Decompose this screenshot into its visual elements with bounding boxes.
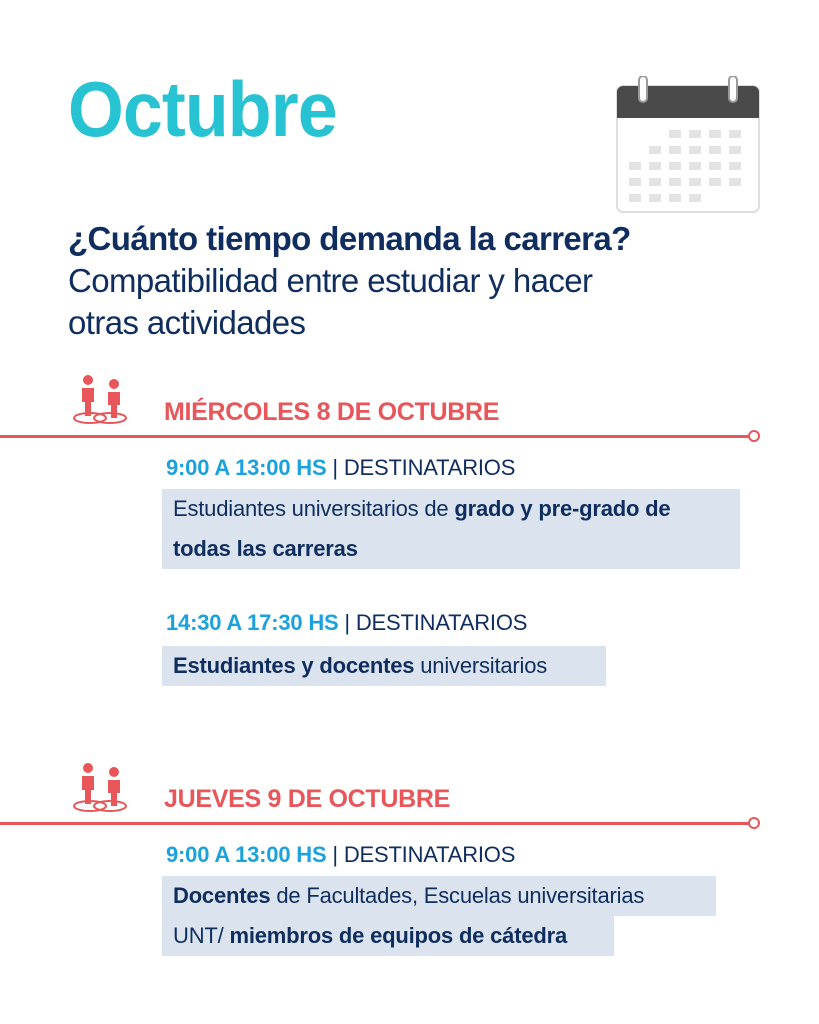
day-divider-dot <box>748 817 760 829</box>
day-divider-dot <box>748 430 760 442</box>
audience-bold: miembros de equipos de cátedra <box>229 923 567 948</box>
audience-line <box>173 489 729 529</box>
separator: | <box>326 842 344 867</box>
session-label: DESTINATARIOS <box>355 610 528 635</box>
calendar-icon <box>615 76 761 216</box>
session-time-row <box>166 455 515 481</box>
session-time-row <box>166 610 527 636</box>
people-icon <box>68 372 132 428</box>
people-icon <box>68 760 132 816</box>
separator: | <box>338 610 356 635</box>
session-label: DESTINATARIOS <box>343 455 516 480</box>
audience-line <box>173 916 603 956</box>
audience-text: universitarios <box>414 653 548 678</box>
headline <box>68 218 668 344</box>
day-divider <box>0 435 752 438</box>
month-title: Octubre <box>68 65 337 153</box>
session-time: 14:30 A 17:30 HS <box>166 610 339 635</box>
audience-box <box>162 489 740 569</box>
audience-bold: grado y pre-grado de <box>454 496 671 521</box>
separator: | <box>326 455 344 480</box>
audience-line <box>173 529 729 569</box>
audience-text: de Facultades, Escuelas universitarias <box>270 883 645 908</box>
session-time: 9:00 A 13:00 HS <box>166 842 327 867</box>
session-time: 9:00 A 13:00 HS <box>166 455 327 480</box>
audience-line <box>173 646 595 686</box>
headline-question: ¿Cuánto tiempo demanda la carrera? <box>68 220 631 257</box>
audience-text: UNT/ <box>173 923 230 948</box>
audience-box <box>162 916 614 956</box>
day-title-miercoles: MIÉRCOLES 8 DE OCTUBRE <box>164 398 500 426</box>
audience-box <box>162 646 606 686</box>
session-label: DESTINATARIOS <box>343 842 516 867</box>
day-title-jueves: JUEVES 9 DE OCTUBRE <box>164 785 451 813</box>
audience-text: Estudiantes universitarios de <box>173 496 455 521</box>
audience-box <box>162 876 716 916</box>
headline-rest: Compatibilidad entre estudiar y hacer otras actividades <box>68 262 593 341</box>
audience-line <box>173 876 705 916</box>
session-time-row <box>166 842 515 868</box>
day-divider <box>0 822 752 825</box>
audience-bold: todas las carreras <box>173 536 358 561</box>
audience-bold: Estudiantes y docentes <box>173 653 415 678</box>
audience-bold: Docentes <box>173 883 271 908</box>
